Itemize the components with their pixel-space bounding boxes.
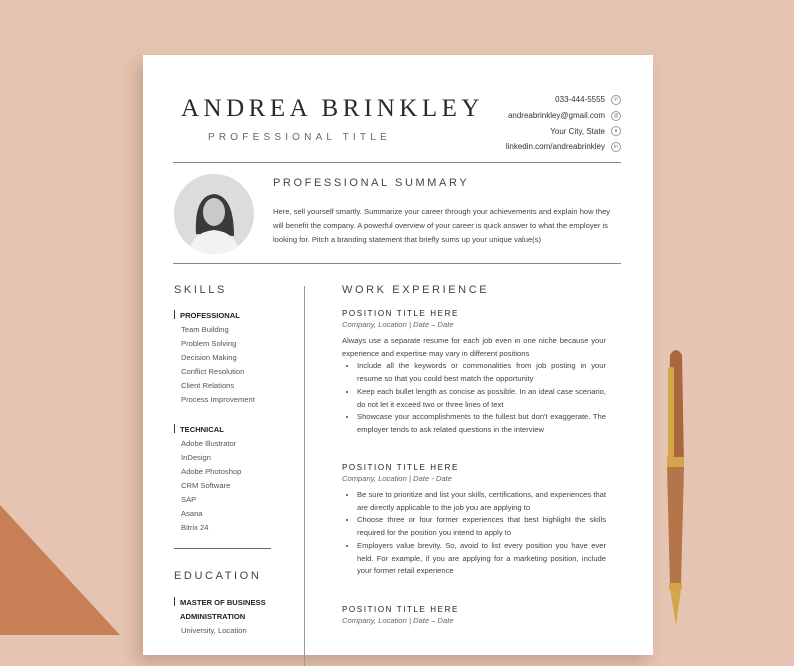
list-item: InDesign: [181, 453, 211, 462]
education-entry: MASTER OF BUSINESS ADMINISTRATION University, Location: [174, 596, 266, 638]
job-bullets: [342, 360, 606, 436]
list-item: • Be sure to prioritize and list your skills, certifications, and experiences that are directly applicable to the job you are applying to: [357, 489, 606, 514]
list-item: Client Relations: [181, 381, 235, 390]
list-item: • Choose three or four former experiences that best highlight the skills required for the position you intend to apply to: [357, 514, 606, 539]
list-item: CRM Software: [181, 481, 231, 490]
contact-email[interactable]: andreabrinkley@gmail.com @: [506, 108, 621, 124]
skill-group-technical: TECHNICAL Adobe Illustrator InDesign Adobe Photoshop CRM Software SAP Asana Bitrix 24: [174, 424, 241, 537]
list-item: SAP: [181, 495, 197, 504]
list-item: Process Improvement: [181, 395, 255, 404]
list-item: Adobe Photoshop: [181, 467, 242, 476]
summary-text: Here, sell yourself smartly. Summarize your career through your achievements and explain how they will benefit the company. A powerful overview of your career is quick answer to what the employer is looking for. Pitch a branding statement that briefly sums up your unique value(s): [273, 207, 611, 244]
job-company: Company, Location | Date - Date: [342, 474, 452, 483]
contact-phone: 033-444-5555 ✆: [506, 92, 621, 108]
job-title: POSITION TITLE HERE: [342, 463, 459, 472]
list-item: Conflict Resolution: [181, 367, 245, 376]
summary-divider: [173, 263, 621, 264]
list-item: • Include all the keywords or commonalities from job posting in your resume so that you could best match the opportunity: [357, 360, 606, 385]
job-entry-3: [342, 605, 606, 631]
work-heading: WORK EXPERIENCE: [342, 284, 490, 296]
linkedin-icon: in: [611, 142, 621, 152]
column-divider: [304, 286, 305, 666]
job-intro: Always use a separate resume for each job even in one niche because your experience and expertise may vary in different positions: [342, 336, 606, 358]
job-title: POSITION TITLE HERE: [342, 605, 459, 614]
list-item: Decision Making: [181, 353, 237, 362]
pen-image: [650, 345, 710, 635]
header-divider: [173, 162, 621, 163]
professional-title: PROFESSIONAL TITLE: [208, 132, 391, 143]
job-title: POSITION TITLE HERE: [342, 309, 459, 318]
list-item: Asana: [181, 509, 203, 518]
list-item: Bitrix 24: [181, 523, 209, 532]
resume-page: [143, 55, 653, 655]
education-heading: EDUCATION: [174, 570, 262, 582]
skills-divider: [174, 548, 271, 549]
background-triangle: [0, 505, 120, 635]
location-icon: ●: [611, 126, 621, 136]
list-item: • Employers value brevity. So, avoid to list every position you have ever held. For example, if you are applying for a marketing position, include your former retail experience: [357, 540, 606, 578]
job-company: Company, Location | Date – Date: [342, 320, 454, 329]
job-entry-1: [342, 309, 606, 437]
summary-heading: PROFESSIONAL SUMMARY: [273, 177, 470, 189]
contact-linkedin[interactable]: linkedin.com/andreabrinkley in: [506, 139, 621, 155]
list-item: • Showcase your accomplishments to the fullest but don't exaggerate. The employer tends to ask related questions in the interview: [357, 411, 606, 436]
phone-icon: ✆: [611, 95, 621, 105]
skill-group-professional: PROFESSIONAL Team Building Problem Solving Decision Making Conflict Resolution Client Relations Process Improvement: [174, 310, 255, 409]
list-item: • Keep each bullet length as concise as possible. In an ideal case scenario, do not let it exceed two or three lines of text: [357, 386, 606, 411]
job-company: Company, Location | Date – Date: [342, 616, 454, 625]
resume-name: ANDREA BRINKLEY: [181, 95, 484, 122]
skills-heading: SKILLS: [174, 284, 227, 296]
email-icon: @: [611, 111, 621, 121]
job-entry-2: [342, 463, 606, 578]
list-item: Problem Solving: [181, 339, 237, 348]
job-bullets: [342, 489, 606, 578]
list-item: Team Building: [181, 325, 229, 334]
contact-block: [506, 92, 621, 155]
list-item: Adobe Illustrator: [181, 439, 237, 448]
avatar: [174, 174, 254, 254]
contact-location: Your City, State ●: [506, 123, 621, 139]
